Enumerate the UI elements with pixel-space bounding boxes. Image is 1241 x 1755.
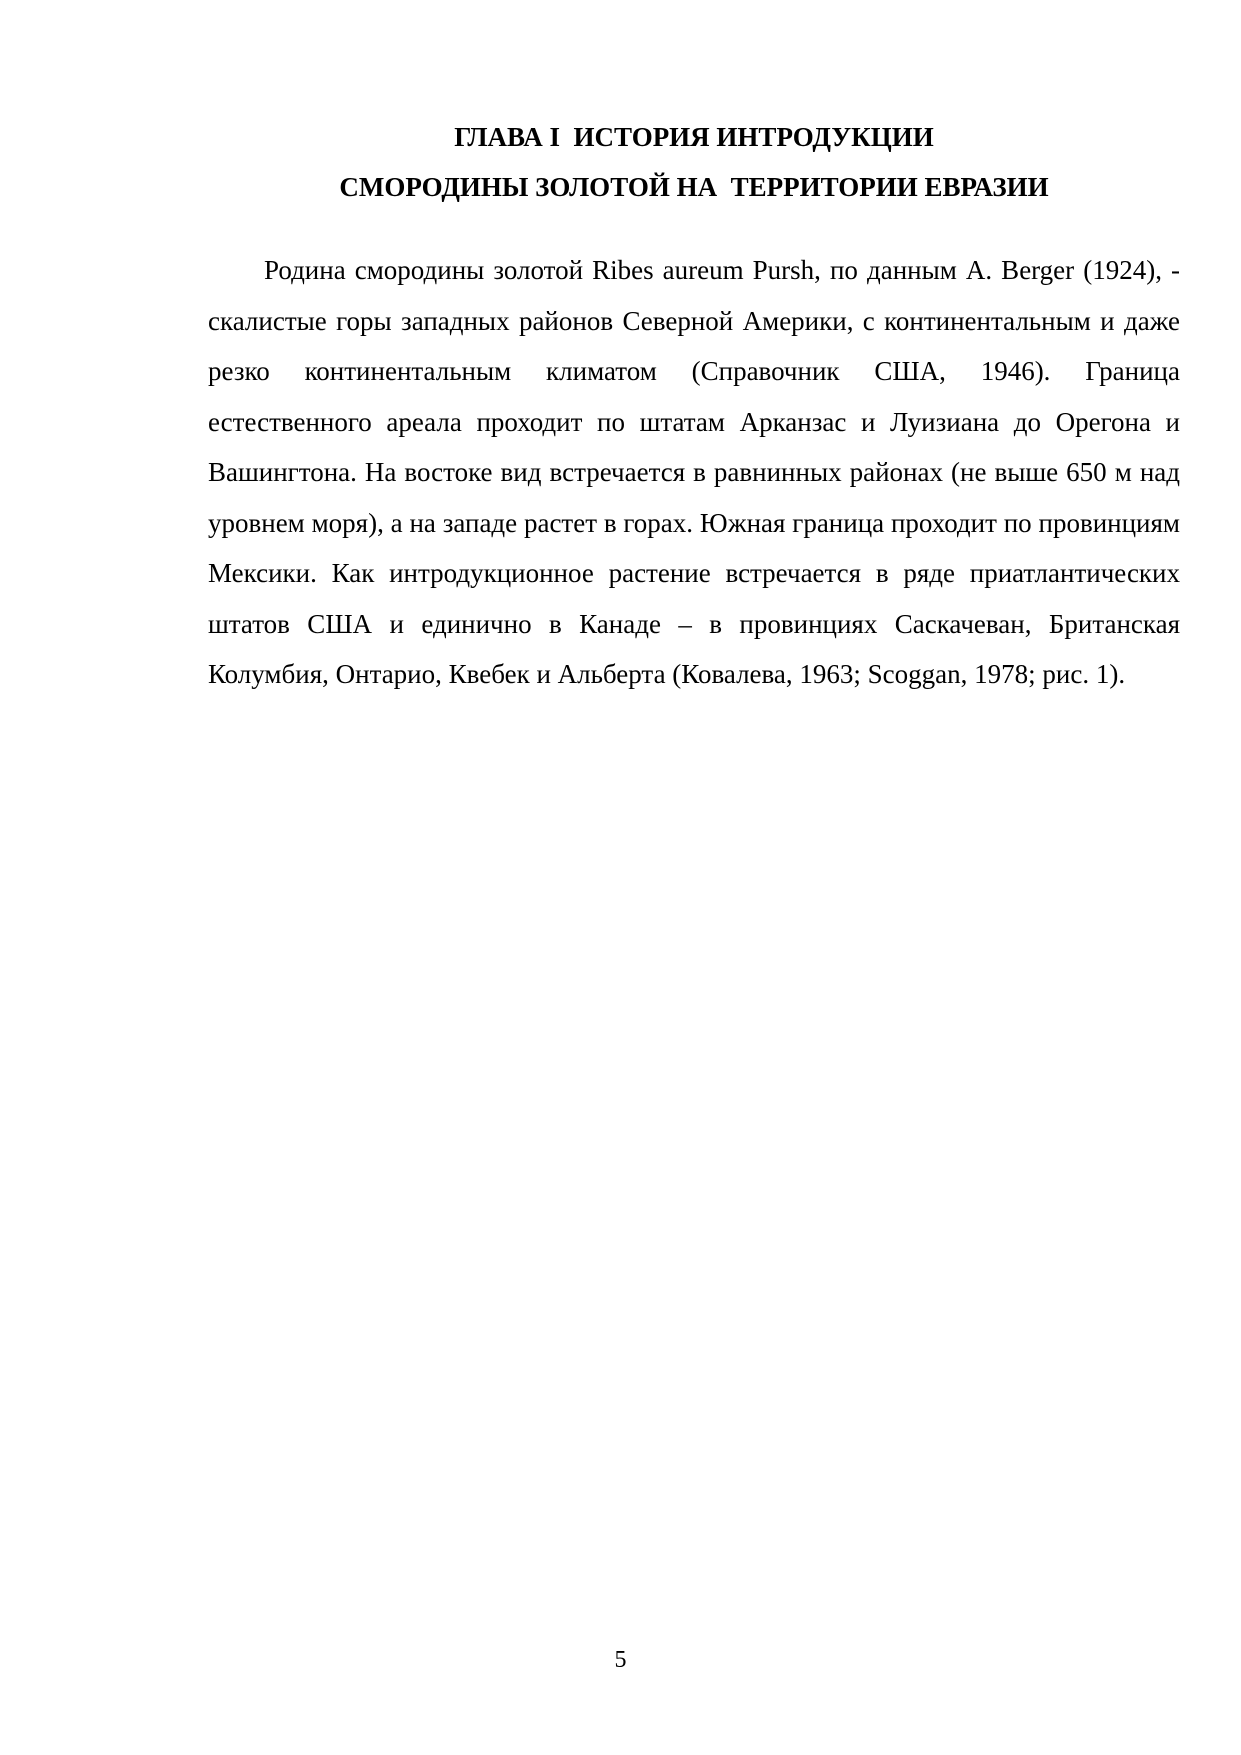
- chapter-heading-line-2: СМОРОДИНЫ ЗОЛОТОЙ НА ТЕРРИТОРИИ ЕВРАЗИИ: [339, 172, 1049, 202]
- chapter-heading: [208, 112, 1180, 212]
- body-paragraph: Родина смородины золотой Ribes aureum Pursh, по данным A. Berger (1924), - скалистые горы западных районов Северной Америки, с континентальным и даже резко континентальным климатом (Справочник США, 1946). Граница естественного ареала проходит по штатам Арканзас и Луизиана до Орегона и Вашингтона. На востоке вид встречается в равнинных районах (не выше 650 м над уровнем моря), а на западе растет в горах. Южная граница проходит по провинциям Мексики. Как интродукционное растение встречается в ряде приатлантических штатов США и единично в Канаде – в провинциях Саскачеван, Британская Колумбия, Онтарио, Квебек и Альберта (Ковалева, 1963; Scoggan, 1978; рис. 1).: [208, 255, 1180, 689]
- page-number: 5: [614, 1647, 627, 1673]
- chapter-heading-line-1: ГЛАВА I ИСТОРИЯ ИНТРОДУКЦИИ: [454, 122, 934, 152]
